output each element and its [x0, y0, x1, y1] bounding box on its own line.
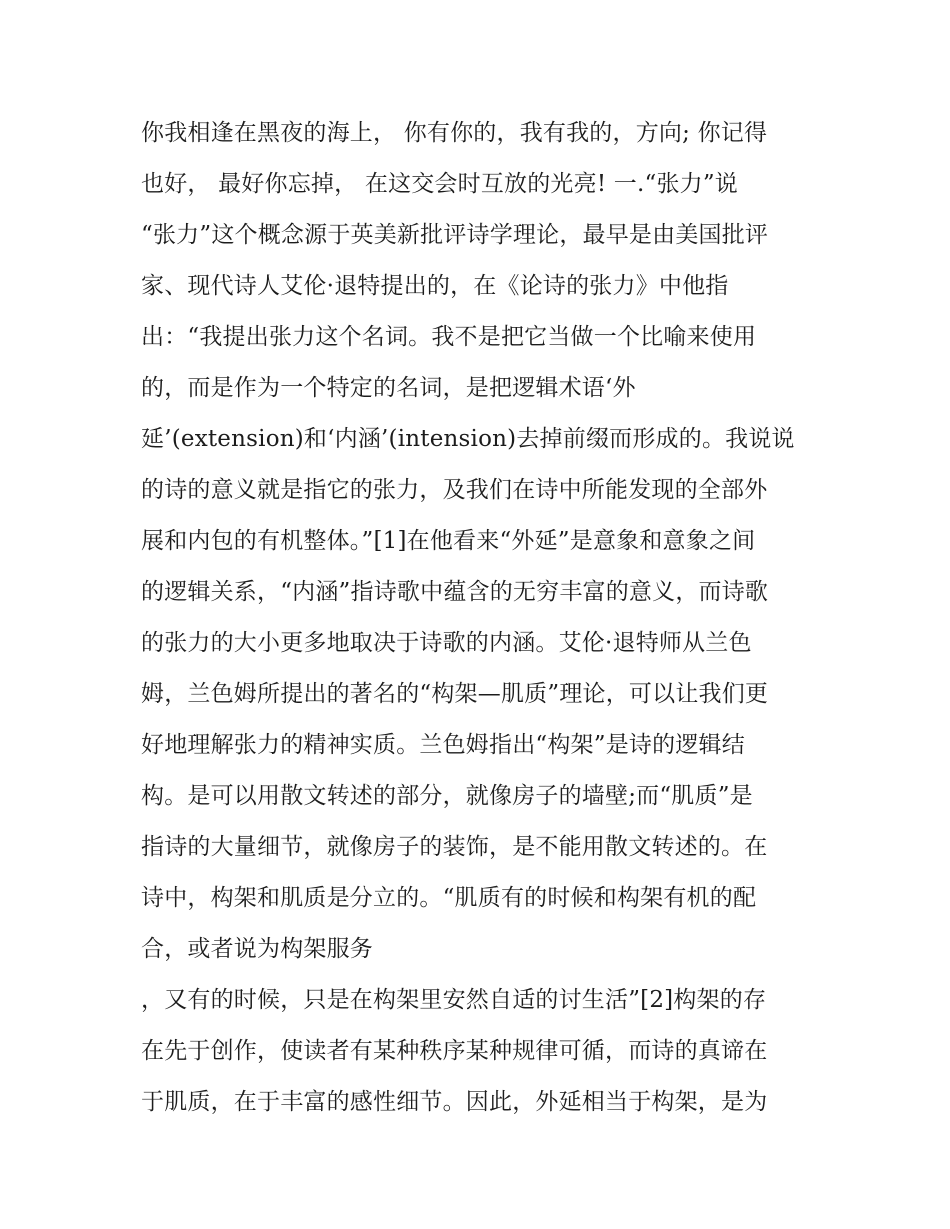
- text-line: 出：“我提出张力这个名词。我不是把它当做一个比喻来使用: [141, 324, 757, 350]
- text-line: 也好， 最好你忘掉， 在这交会时互放的光亮! 一.“张力”说: [141, 171, 739, 197]
- text-line: 姆，兰色姆所提出的著名的“构架—肌质”理论，可以让我们更: [141, 681, 769, 707]
- text-line: 的诗的意义就是指它的张力，及我们在诗中所能发现的全部外: [141, 477, 768, 503]
- text-line: 合，或者说为构架服务: [141, 936, 373, 962]
- text-line: 好地理解张力的精神实质。兰色姆指出“构架”是诗的逻辑结: [141, 732, 745, 758]
- text-line: 你我相逢在黑夜的海上， 你有你的，我有我的，方向; 你记得: [141, 120, 768, 146]
- text-line: ，又有的时候，只是在构架里安然自适的讨生活”[2]构架的存: [141, 987, 767, 1013]
- text-line: 展和内包的有机整体。”[1]在他看来“外延”是意象和意象之间: [141, 528, 756, 554]
- text-line: 构。是可以用散文转述的部分，就像房子的墙壁;而“肌质”是: [141, 783, 753, 809]
- text-line: 在先于创作，使读者有某种秩序某种规律可循，而诗的真谛在: [141, 1038, 768, 1064]
- text-line: 的张力的大小更多地取决于诗歌的内涵。艾伦·退特师从兰色: [141, 630, 752, 656]
- text-line: “张力”这个概念源于英美新批评诗学理论，最早是由美国批评: [141, 222, 769, 248]
- text-line: 诗中，构架和肌质是分立的。“肌质有的时候和构架有机的配: [141, 885, 757, 911]
- text-line: 的逻辑关系，“内涵”指诗歌中蕴含的无穷丰富的意义，而诗歌: [141, 579, 769, 605]
- text-line: 指诗的大量细节，就像房子的装饰，是不能用散文转述的。在: [141, 834, 768, 860]
- text-line: 家、现代诗人艾伦·退特提出的，在《论诗的张力》中他指: [141, 273, 729, 299]
- document-body: [141, 108, 821, 1128]
- text-line: 于肌质，在于丰富的感性细节。因此，外延相当于构架，是为: [141, 1089, 768, 1115]
- text-line: 的，而是作为一个特定的名词，是把逻辑术语‘外: [141, 375, 636, 401]
- text-line: 延’(extension)和‘内涵’(intension)去掉前缀而形成的。我说说: [141, 426, 795, 452]
